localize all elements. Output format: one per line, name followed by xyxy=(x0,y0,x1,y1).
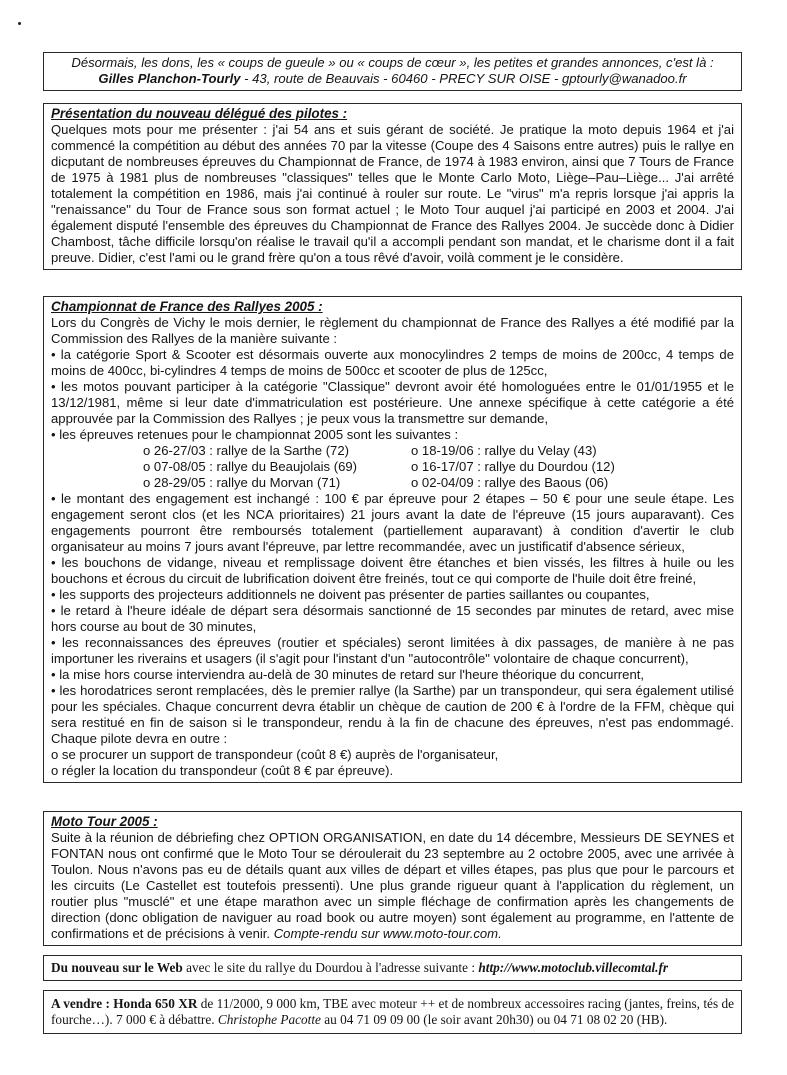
delegue-section xyxy=(43,103,742,270)
race-item: o 18-19/06 : rallye du Velay (43) xyxy=(411,443,671,459)
web-label: Du nouveau sur le Web xyxy=(51,960,183,975)
contact-line xyxy=(51,71,734,87)
sale-contact: Christophe Pacotte xyxy=(217,1012,321,1027)
championnat-intro: Lors du Congrès de Vichy le mois dernier, le règlement du championnat de France des Rallyes a été modifié par la Commission des Rallyes de la manière suivante : xyxy=(51,315,734,346)
sale-phone: 04 71 08 02 20 xyxy=(553,1012,634,1027)
delegue-title: Présentation du nouveau délégué des pilotes : xyxy=(51,106,348,121)
mototour-body: Suite à la réunion de débriefing chez OPTION ORGANISATION, en date du 14 décembre, Messieurs DE SEYNES et FONTAN nous ont confirmé que le Moto Tour se déroulerait du 23 septembre au 2 octobre 2005, avec une arrivée à Toulon. Nous n'avons pas eu de détails quant aux villes de départ et villes étapes, pas plus que pour le parcours et les circuits (Le Castellet est toutefois pressenti). Une plus grande rigueur quant à l'application du règlement, un routier plus "musclé" et une étape marathon avec un simple fléchage de confirmation après les changements de direction (donc obligation de naviguer au road book ou autre moyen) sont également au programme, en l'attente de confirmations et de précisions à venir. xyxy=(51,830,734,941)
sale-box xyxy=(43,990,742,1034)
championnat-bullet: • le montant des engagement est inchangé : 100 € par épreuve pour 2 étapes – 50 € pour une seule étape. Les engagement seront clos (et les NCA prioritaires) 21 jours avant la date de l'épreuve (15 jours auparavant). Ces engagements pourront être remboursés totalement (partiellement auparavant) à condition d'avertir le club organisateur au moins 7 jours avant l'épreuve, par lettre recommandée, avec un justificatif d'absence sérieux, xyxy=(51,491,734,555)
web-url-link[interactable]: http://www.motoclub.villecomtal.fr xyxy=(478,960,669,975)
championnat-subitem: o régler la location du transpondeur (coût 8 € par épreuve). xyxy=(51,763,734,779)
race-item: o 28-29/05 : rallye du Morvan (71) xyxy=(143,475,411,491)
championnat-bullet: • les horodatrices seront remplacées, dès le premier rallye (la Sarthe) par un transpondeur, qui sera également utilisé pour les spéciales. Chaque concurrent devra établir un chèque de caution de 200 € à l'ordre de la FFM, chèque qui sera restitué en fin de saison si le transpondeur, rendu à la fin de chacune des épreuves, n'est pas endommagé. Chaque pilote devra en outre : xyxy=(51,683,734,747)
delegue-text: Quelques mots pour me présenter : j'ai 54 ans et suis gérant de société. Je pratique la moto depuis 1964 et j'ai commencé la compétition au début des années 70 par la vitesse (Coupe des 4 Saisons entre autres) puis le rallye en dicputant de nombreuses épreuves du Championnat de France, de 1974 à 1983 environ, ainsi que 7 Tours de France de 1975 à 1981 plus de nombreuses "classiques" telles que le Monte Carlo Moto, Liège–Pau–Liège... J'ai arrêté totalement la compétition en 1986, mais j'ai continué à rouler sur route. Le "virus" m'a repris lorsque j'ai appris la "renaissance" du Tour de France sous son format actuel ; le Moto Tour auquel j'ai participé en 2003 et 2004. J'ai également disputé l'ensemble des épreuves du Championnat de France des Rallyes 2004. Je succède donc à Didier Chambost, tâche difficile lorsqu'on réalise le travail qu'il a accompli pendant son mandat, et le charisme dont il a fait preuve. Didier, c'est l'ami ou le grand frère qu'on a tous rêvé d'avoir, voilà comment je le considère. xyxy=(51,122,734,265)
championnat-bullet: • le retard à l'heure idéale de départ sera désormais sanctionné de 15 secondes par minutes de retard, avec mise hors course au bout de 30 minutes, xyxy=(51,603,734,635)
mototour-title: Moto Tour 2005 : xyxy=(51,814,158,829)
championnat-bullet: • la mise hors course interviendra au-delà de 30 minutes de retard sur l'heure théorique du concurrent, xyxy=(51,667,734,683)
championnat-bullet: • les supports des projecteurs additionnels ne doivent pas présenter de parties saillantes ou coupantes, xyxy=(51,587,734,603)
sale-text: de 11/2000, 9 000 km, TBE avec moteur ++ et de nombreux accessoires racing (jantes, freins, tés de fourche…). 7 000 € à débattre. xyxy=(51,996,734,1027)
mototour-link[interactable]: Compte-rendu sur www.moto-tour.com. xyxy=(273,926,502,941)
contact-name: Gilles Planchon-Tourly xyxy=(98,71,241,86)
championnat-bullet: • les épreuves retenues pour le championnat 2005 sont les suivantes : xyxy=(51,427,734,443)
race-item: o 26-27/03 : rallye de la Sarthe (72) xyxy=(143,443,411,459)
championnat-title: Championnat de France des Rallyes 2005 : xyxy=(51,299,323,314)
web-text: avec le site du rallye du Dourdou à l'adresse suivante : xyxy=(182,960,479,975)
race-item: o 02-04/09 : rallye des Baous (06) xyxy=(411,475,671,491)
sale-phone: 04 71 09 09 00 xyxy=(340,1012,420,1027)
sale-text: (HB). xyxy=(633,1012,668,1027)
web-box xyxy=(43,955,742,981)
race-item: o 16-17/07 : rallye du Dourdou (12) xyxy=(411,459,671,475)
contact-address: - 43, route de Beauvais - 60460 - PRECY SUR OISE - gptourly@wanadoo.fr xyxy=(240,71,687,86)
championnat-bullet: • la catégorie Sport & Scooter est désormais ouverte aux monocylindres 2 temps de moins de 200cc, 4 temps de moins de 400cc, bi-cylindres 4 temps de moins de 500cc et scooter de plus de 125cc, xyxy=(51,347,734,379)
sale-line xyxy=(51,996,734,1028)
mototour-text xyxy=(51,830,734,942)
championnat-bullet: • les reconnaissances des épreuves (routier et spéciales) seront limitées à dix passages, de manière à ne pas importuner les riverains et usagers (il s'agit pour l'instant d'un "autocontrôle" volontaire de chaque concurrent), xyxy=(51,635,734,667)
margin-dot xyxy=(18,22,21,25)
championnat-section xyxy=(43,296,742,783)
intro-box xyxy=(43,52,742,91)
championnat-bullet: • les motos pouvant participer à la catégorie "Classique" devront avoir été homologuées entre le 01/01/1955 et le 13/12/1981, même si leur date d'immatriculation est postérieure. Une annexe spécifique à cette catégorie a été approuvée par la Commission des Rallyes ; je peux vous la transmettre sur demande, xyxy=(51,379,734,427)
mototour-section xyxy=(43,811,742,946)
intro-line: Désormais, les dons, les « coups de gueule » ou « coups de cœur », les petites et grandes annonces, c'est là : xyxy=(71,55,714,70)
championnat-subitem: o se procurer un support de transpondeur (coût 8 €) auprès de l'organisateur, xyxy=(51,747,734,763)
web-line xyxy=(51,960,734,976)
championnat-bullet: • les bouchons de vidange, niveau et remplissage doivent être étanches et bien vissés, les filtres à huile ou les bouchons et écrous du circuit de lubrification doivent être freinés, tout ce qui comporte de l'huile doit être freiné, xyxy=(51,555,734,587)
race-item: o 07-08/05 : rallye du Beaujolais (69) xyxy=(143,459,411,475)
race-calendar xyxy=(143,443,734,491)
sale-label: A vendre : Honda 650 XR xyxy=(51,996,198,1011)
sale-text: (le soir avant 20h30) ou xyxy=(419,1012,554,1027)
sale-text: au xyxy=(320,1012,341,1027)
